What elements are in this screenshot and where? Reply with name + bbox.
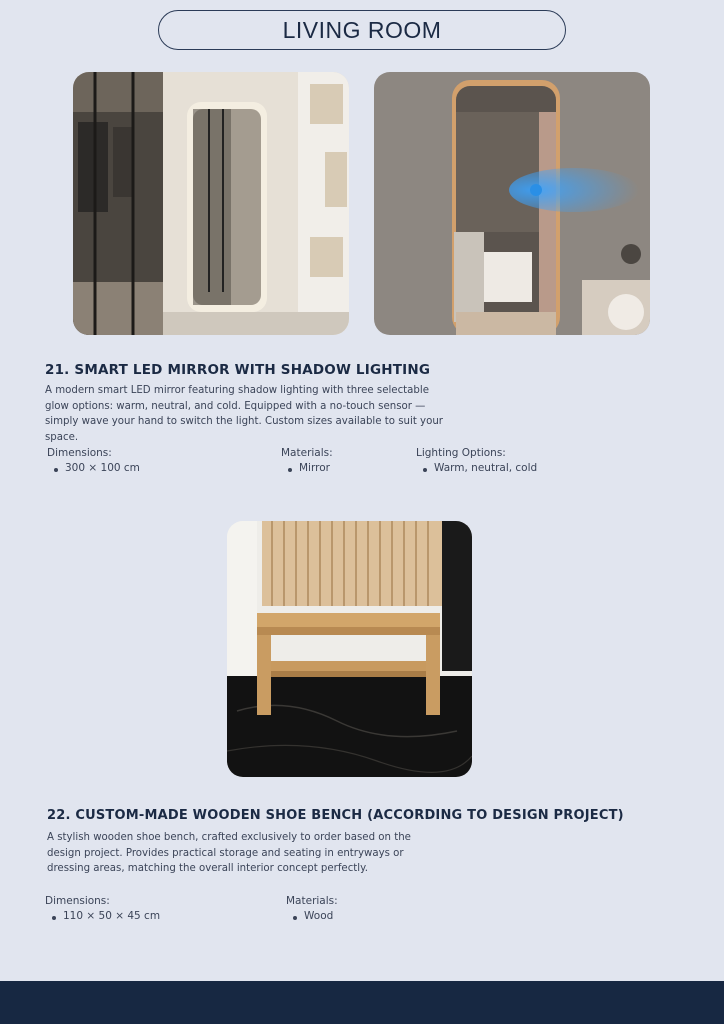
product-22-materials bbox=[286, 895, 338, 922]
product-21-heading: 21. SMART LED MIRROR WITH SHADOW LIGHTING bbox=[45, 362, 431, 378]
footer-bar bbox=[0, 981, 724, 1024]
page-title: LIVING ROOM bbox=[158, 10, 566, 50]
product-21-lighting-options bbox=[416, 447, 537, 474]
spec-value: 300 × 100 cm bbox=[47, 462, 140, 474]
product-22-heading: 22. CUSTOM-MADE WOODEN SHOE BENCH (ACCORDING TO DESIGN PROJECT) bbox=[47, 808, 624, 823]
spec-label: Materials: bbox=[281, 447, 333, 459]
product-21-dimensions bbox=[47, 447, 140, 474]
product-22-dimensions bbox=[45, 895, 160, 922]
led-mirror-photo-sensor bbox=[374, 72, 650, 335]
spec-value: Mirror bbox=[281, 462, 333, 474]
shoe-bench-photo bbox=[227, 521, 472, 777]
spec-label: Dimensions: bbox=[47, 447, 112, 459]
spec-value: 110 × 50 × 45 cm bbox=[45, 910, 160, 922]
product-21-materials bbox=[281, 447, 333, 474]
led-mirror-photo-dressing-room bbox=[73, 72, 349, 335]
spec-value: Wood bbox=[286, 910, 338, 922]
product-22-description: A stylish wooden shoe bench, crafted exclusively to order based on the design project. Provides practical storage and seating in entryways or dressing areas, matching the overall interior concept perfectly. bbox=[47, 832, 411, 874]
spec-label: Materials: bbox=[286, 895, 338, 907]
product-21-description: A modern smart LED mirror featuring shadow lighting with three selectable glow options: warm, neutral, and cold. Equipped with a no-touch sensor — simply wave your hand to switch the light. Custom sizes available to suit your space. bbox=[45, 385, 443, 443]
spec-label: Lighting Options: bbox=[416, 447, 506, 459]
spec-value: Warm, neutral, cold bbox=[416, 462, 537, 474]
spec-label: Dimensions: bbox=[45, 895, 110, 907]
